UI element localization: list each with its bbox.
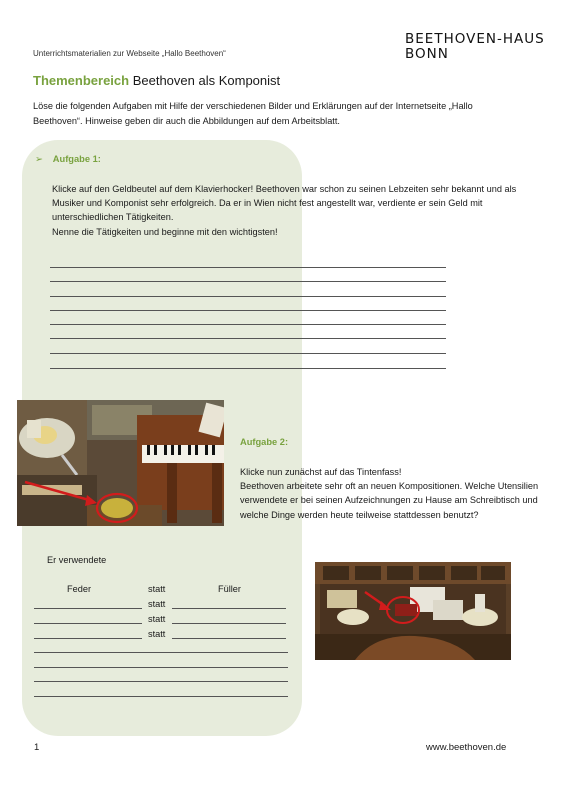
task1-text: Klicke auf den Geldbeutel auf dem Klavierhocker! Beethoven war schon zu seinen Lebzeiten sehr bekannt und als Musiker und Komponist sehr erfolgreich. Da er in Wien nicht fest angestellt war, verdiente er sein Geld mit unterschiedlichen Tätigkeiten. (52, 184, 517, 223)
statt-label: statt (148, 629, 166, 639)
task2-body (240, 465, 540, 522)
desk-inkwell-illustration (315, 562, 511, 660)
title-highlight: Themenbereich (33, 73, 130, 88)
statt-label: statt (148, 599, 166, 609)
answer-line[interactable] (34, 638, 142, 639)
column-fueller: Füller (218, 584, 241, 594)
logo-line-1: BEETHOVEN-HAUS (405, 31, 545, 47)
table-label: Er verwendete (47, 555, 107, 565)
answer-line[interactable] (50, 267, 446, 268)
answer-line[interactable] (50, 324, 446, 325)
page-number: 1 (34, 742, 40, 753)
answer-line[interactable] (34, 623, 142, 624)
task2-heading: Aufgabe 2: (240, 437, 289, 447)
answer-line[interactable] (34, 681, 288, 682)
answer-line[interactable] (34, 652, 288, 653)
answer-line[interactable] (50, 338, 446, 339)
column-statt: statt (148, 584, 166, 594)
page-title (33, 73, 280, 88)
answer-line[interactable] (34, 608, 142, 609)
task2-text: Beethoven arbeitete sehr oft an neuen Kompositionen. Welche Utensilien verwendete er bei seinen Aufzeichnungen zu Hause am Schreibtisch und welche Dinge werden heute teilweise stattdessen benutzt? (240, 481, 539, 520)
answer-line[interactable] (50, 281, 446, 282)
answer-line[interactable] (34, 696, 288, 697)
task1-heading-label: Aufgabe 1: (52, 154, 101, 164)
answer-line[interactable] (50, 368, 446, 369)
task1-heading (35, 154, 101, 165)
intro-paragraph: Löse die folgenden Aufgaben mit Hilfe der verschiedenen Bilder und Erklärungen auf der Internetseite „Hallo Beethoven“. Hinweise geben dir auch die Abbildungen auf dem Arbeitsblatt. (33, 101, 473, 126)
answer-line[interactable] (50, 296, 446, 297)
answer-line[interactable] (50, 353, 446, 354)
task2-line1: Klicke nun zunächst auf das Tintenfass! (240, 467, 402, 477)
title-rest: Beethoven als Komponist (129, 73, 281, 88)
answer-line[interactable] (172, 608, 286, 609)
statt-label: statt (148, 614, 166, 624)
piano-purse-illustration (17, 400, 224, 526)
answer-line[interactable] (172, 623, 286, 624)
column-feder: Feder (67, 584, 92, 594)
header-subtitle: Unterrichtsmaterialien zur Webseite „Hallo Beethoven“ (33, 49, 226, 58)
answer-line[interactable] (34, 667, 288, 668)
answer-line[interactable] (50, 310, 446, 311)
footer-website-link[interactable]: www.beethoven.de (426, 742, 507, 753)
arrow-bullet-icon: ➢ (35, 154, 43, 164)
task1-question: Nenne die Tätigkeiten und beginne mit den wichtigsten! (52, 226, 278, 237)
task1-body (52, 182, 522, 239)
answer-line[interactable] (172, 638, 286, 639)
beethoven-haus-logo (405, 32, 545, 62)
logo-line-2: BONN (405, 46, 449, 62)
